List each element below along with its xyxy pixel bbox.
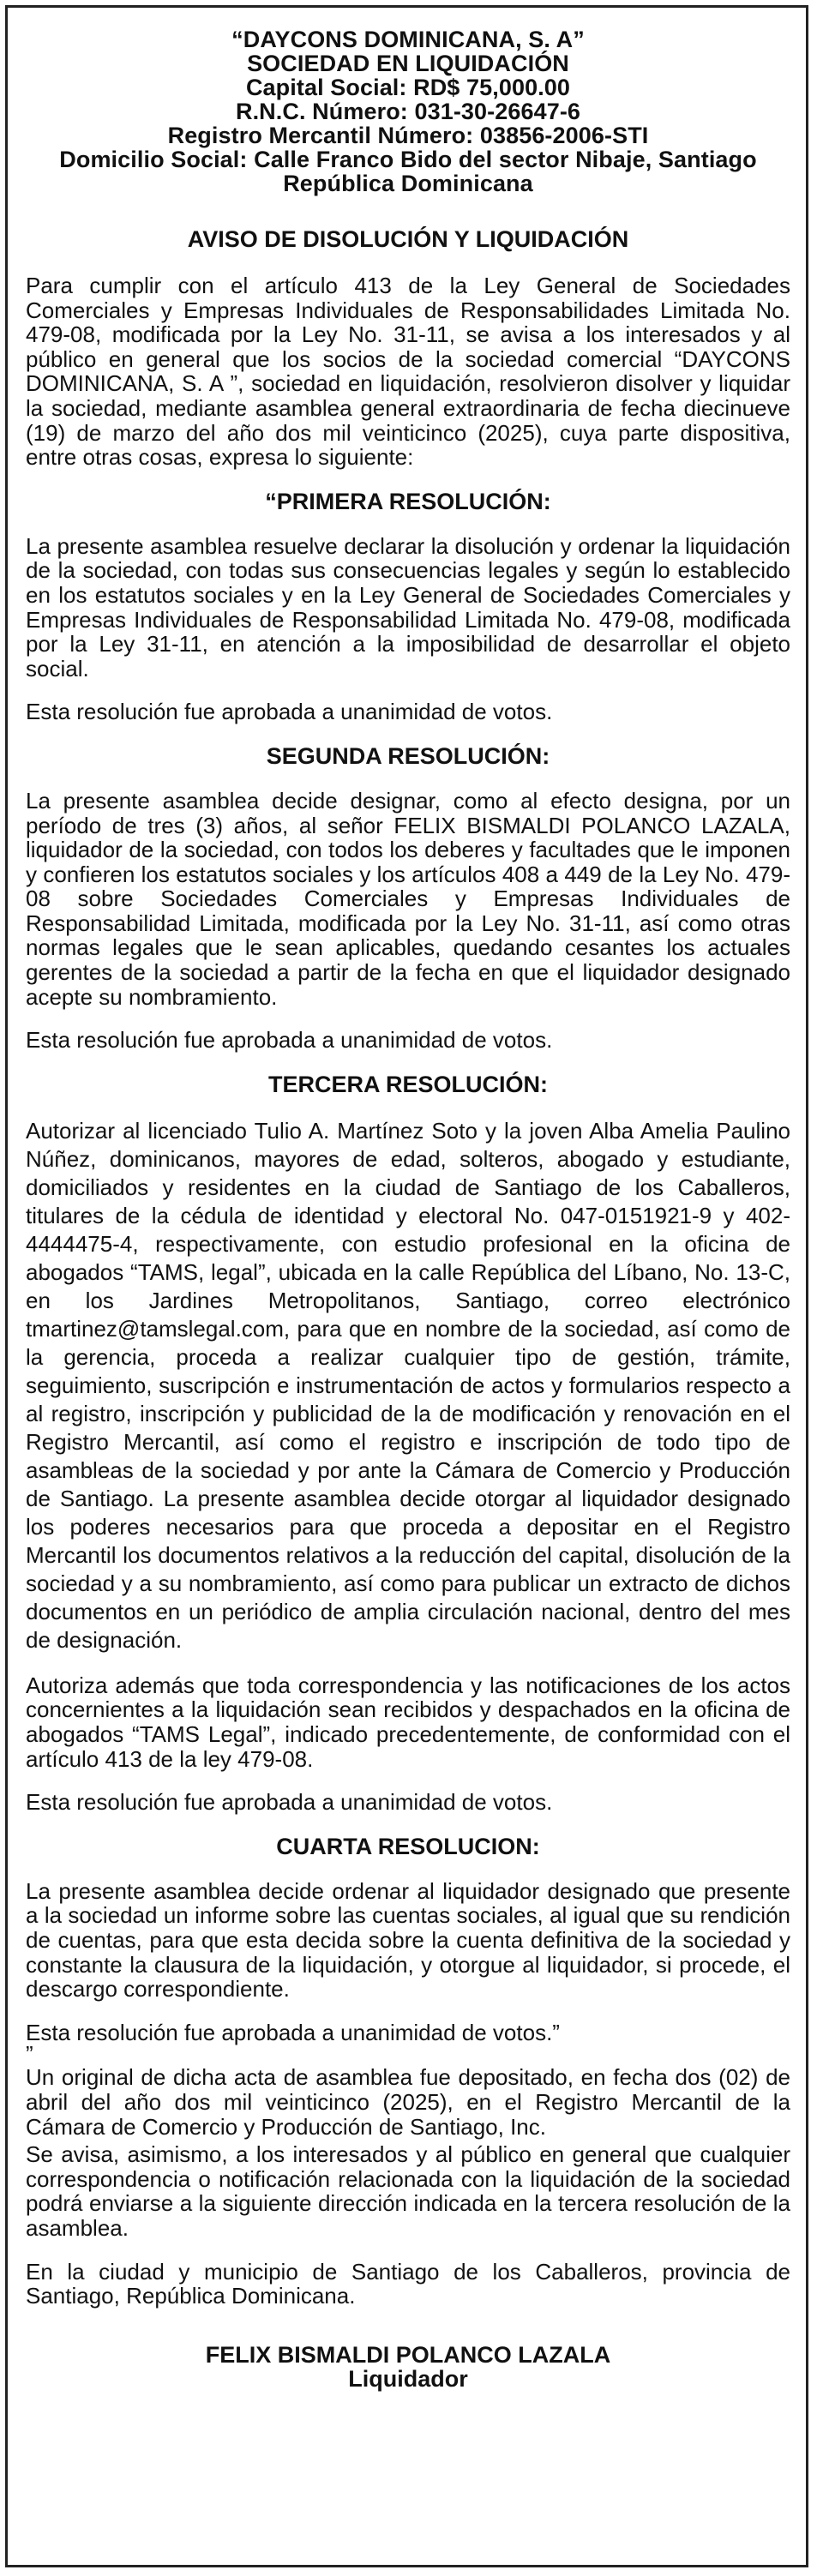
intro-paragraph: Para cumplir con el artículo 413 de la Ley General de Sociedades Comerciales y Empresas Individuales de Responsabilidades Limitada No. 479-08, modificada por la Ley No. 31-11, se avisa a los interesados y al público en general que los socios de la sociedad comercial “DAYCONS DOMINICANA, S. A ”, sociedad en liquidación, resolvieron disolver y liquidar la sociedad, mediante asamblea general extraordinaria de fecha diecinueve (19) de marzo del año dos mil veinticinco (2025), cuya parte dispositiva, entre otras cosas, expresa lo siguiente: (26, 273, 790, 471)
rnc-number: R.N.C. Número: 031-30-26647-6 (235, 99, 581, 124)
company-name: “DAYCONS DOMINICANA, S. A” (231, 27, 585, 52)
place-paragraph: En la ciudad y municipio de Santiago de los Caballeros, provincia de Santiago, República Dominicana. (26, 2258, 790, 2309)
liquidator-name: FELIX BISMALDI POLANCO LAZALA (205, 2341, 611, 2368)
notice-title: AVISO DE DISOLUCIÓN Y LIQUIDACIÓN (187, 226, 629, 252)
country: República Dominicana (283, 171, 533, 196)
primera-resolucion-text: La presente asamblea resuelve declarar la disolución y ordenar la liquidación de la sociedad, con todas sus consecuencias legales y según lo establecido en los estatutos sociales y en la Ley General de Sociedades Comerciales y Empresas Individuales de Responsabilidad Limitada No. 479-08, modificada por la Ley 31-11, en atención a la imposibilidad de desarrollar el objeto social. (26, 532, 790, 682)
segunda-resolucion-text: La presente asamblea decide designar, como al efecto designa, por un período de tres (3) años, al señor FELIX BISMALDI POLANCO LAZALA, liquidador de la sociedad, con todos los deberes y facultades que le imponen y confieren los estatutos sociales y los artículos 408 a 449 de la Ley No. 479-08 sobre Sociedades Comerciales y Empresas Individuales de Responsabilidad Limitada, modificada por la Ley No. 31-11, así como otras normas legales que le sean aplicables, quedando cesantes los actuales gerentes de la sociedad a partir de la fecha en que el liquidador designado acepte su nombramiento. (26, 787, 790, 1010)
tercera-resolucion-title: TERCERA RESOLUCIÓN: (267, 1071, 548, 1097)
tercera-resolucion-text: Autorizar al licenciado Tulio A. Martínez Soto y la joven Alba Amelia Paulino Núñez, dominicanos, mayores de edad, solteros, abogado y estudiante, domiciliados y residentes en la ciudad de Santiago de los Caballeros, titulares de la cédula de identidad y electoral No. 047-0151921-9 y 402-4444475-4, respectivamente, con estudio profesional en la oficina de abogados “TAMS, legal”, ubicada en la calle República del Líbano, No. 13-C, en los Jardines Metropolitanos, Santiago, correo electrónico tmartinez@tamslegal.com, para que en nombre de la sociedad, así como de la gerencia, proceda a realizar cualquier tipo de gestión, trámite, seguimiento, suscripción e instrumentación de actos y formularios respecto a al registro, inscripción y publicidad de la de modificación y renovación en el Registro Mercantil, así como el registro e inscripción de todo tipo de asambleas de la sociedad y por ante la Cámara de Comercio y Producción de Santiago. La presente asamblea decide otorgar al liquidador designado los poderes necesarios para que proceda a depositar en el Registro Mercantil los documentos relativos a la reducción del capital, disolución de la sociedad y a su nombramiento, así como para publicar un extracto de dichos documentos en un periódico de amplia circulación nacional, dentro del mes de designación. (26, 1117, 790, 1653)
liquidator-role: Liquidador (348, 2365, 468, 2392)
correspondence-paragraph: Se avisa, asimismo, a los interesados y al público en general que cualquier correspondencia o notificación relacionada con la liquidación de la sociedad podrá enviarse a la siguiente dirección indicada en la tercera resolución de la asamblea. (26, 2141, 790, 2241)
signature-block (26, 2343, 790, 2391)
tercera-resolucion-approval: Esta resolución fue aprobada a unanimidad de votos. (26, 1789, 553, 1816)
primera-resolucion-title: “PRIMERA RESOLUCIÓN: (265, 488, 551, 514)
deposit-paragraph: Un original de dicha acta de asamblea fue depositado, en fecha dos (02) de abril del año dos mil veinticinco (2025), en el Registro Mercantil de la Cámara de Comercio y Producción de Santiago, Inc. (26, 2064, 790, 2140)
cuarta-resolucion-title: CUARTA RESOLUCION: (276, 1833, 540, 1859)
registro-mercantil: Registro Mercantil Número: 03856-2006-STI (167, 123, 649, 148)
capital-social: Capital Social: RD$ 75,000.00 (245, 75, 571, 100)
cuarta-resolucion-approval: Esta resolución fue aprobada a unanimidad de votos.” (26, 2019, 560, 2045)
tercera-resolucion-text-2: Autoriza además que toda correspondencia y las notificaciones de los actos concernientes a la liquidación sean recibidos y despachados en la oficina de abogados “TAMS Legal”, indicado precedentemente, de conformidad con el artículo 413 de la ley 479-08. (26, 1672, 790, 1772)
cuarta-resolucion-text: La presente asamblea decide ordenar al liquidador designado que presente a la sociedad un informe sobre las cuentas sociales, al igual que su rendición de cuentas, para que esta decida sobre la cuenta definitiva de la sociedad y constante la clausura de la liquidación, y otorgue al liquidador, si procede, el descargo correspondiente. (26, 1877, 790, 2003)
segunda-resolucion-title: SEGUNDA RESOLUCIÓN: (266, 742, 550, 769)
legal-notice (26, 27, 790, 2391)
primera-resolucion-approval: Esta resolución fue aprobada a unanimidad de votos. (26, 699, 553, 725)
segunda-resolucion-approval: Esta resolución fue aprobada a unanimidad de votos. (26, 1027, 553, 1054)
company-header (26, 27, 790, 195)
closing-quote-mark: ” (26, 2041, 33, 2068)
company-status: SOCIEDAD EN LIQUIDACIÓN (247, 51, 569, 76)
domicilio-social: Domicilio Social: Calle Franco Bido del sector Nibaje, Santiago (59, 147, 757, 172)
